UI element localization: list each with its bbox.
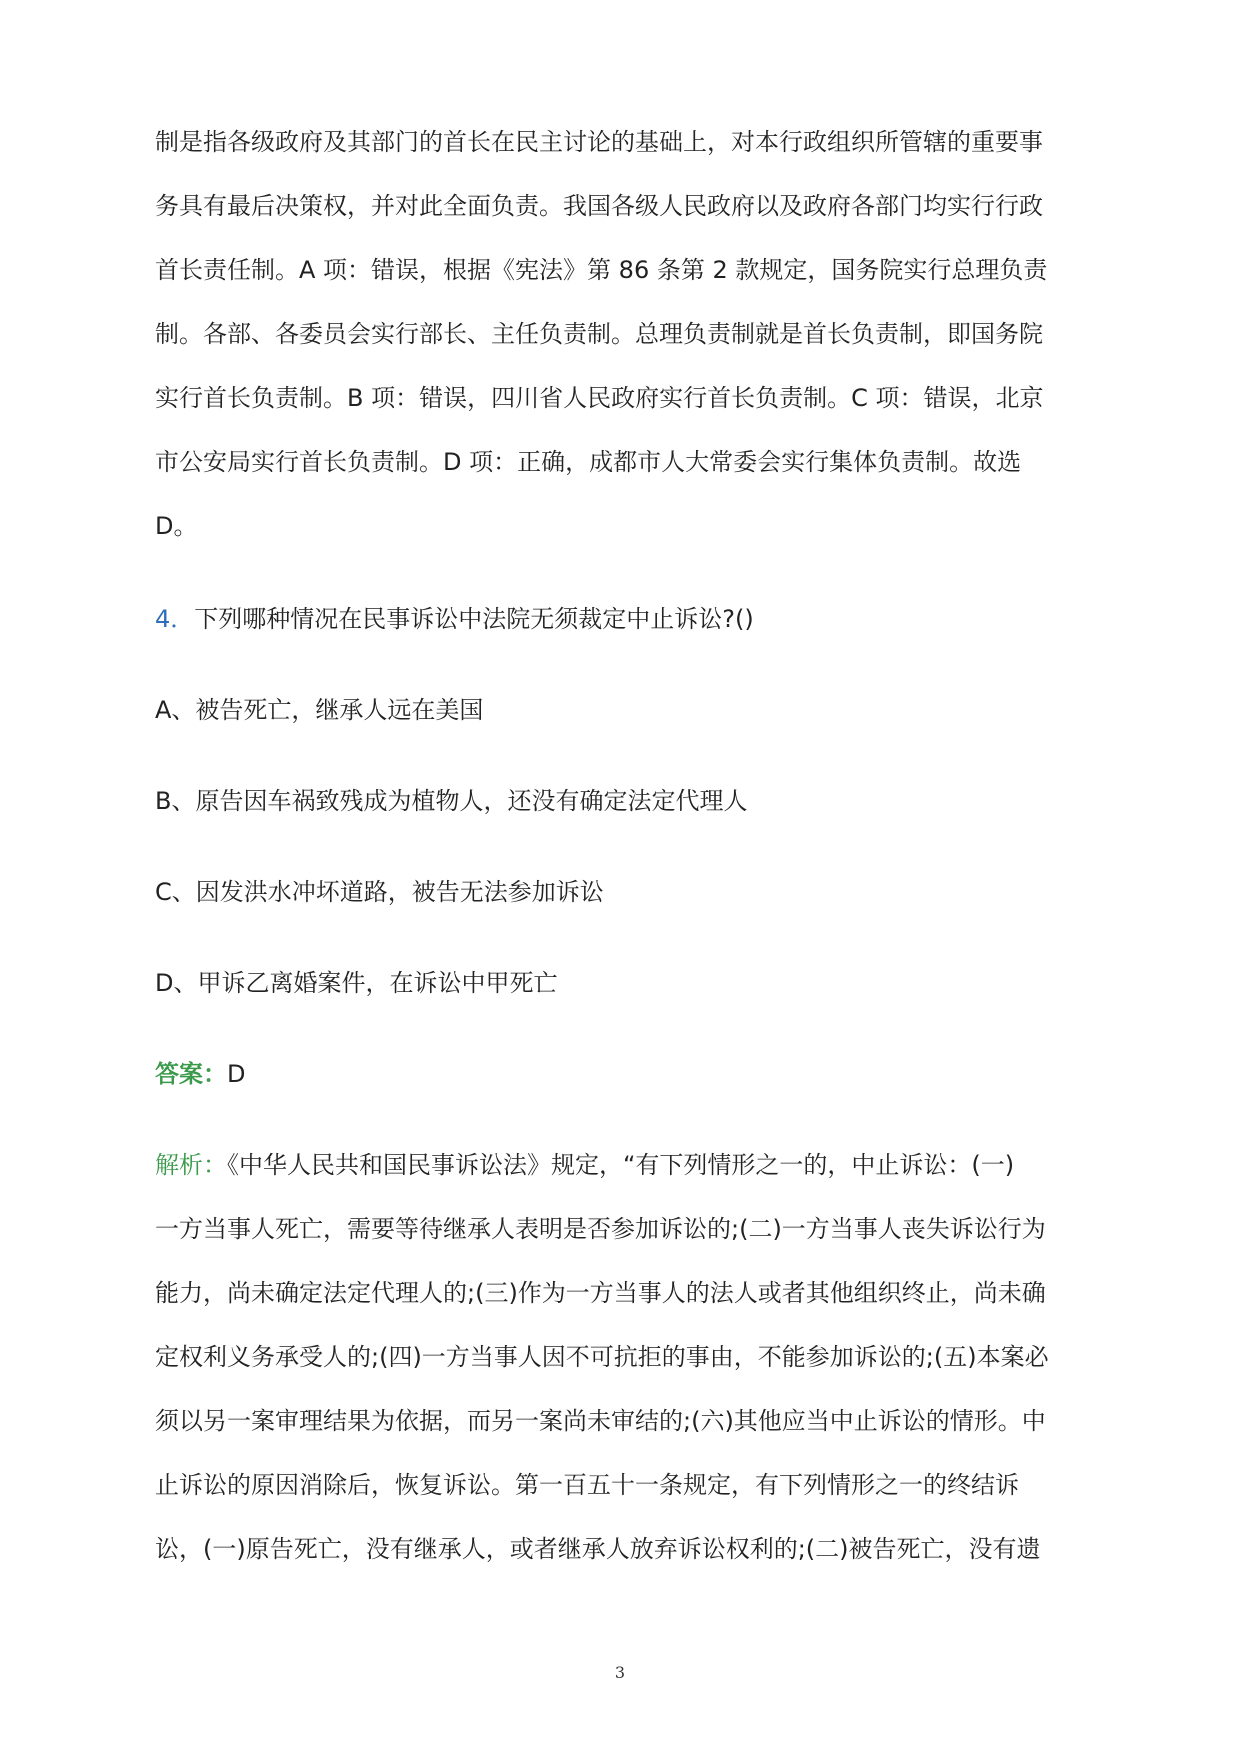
text-line: 首长责任制。A 项：错误，根据《宪法》第 86 条第 2 款规定，国务院实行总理负责	[155, 256, 1048, 284]
text-line: 一方当事人死亡，需要等待继承人表明是否参加诉讼的;(二)一方当事人丧失诉讼行为	[155, 1215, 1046, 1243]
analysis-first-line	[155, 1133, 1090, 1197]
text-line: 制是指各级政府及其部门的首长在民主讨论的基础上，对本行政组织所管辖的重要事	[155, 128, 1043, 156]
answer-line	[155, 1054, 1090, 1094]
text-line: 能力，尚未确定法定代理人的;(三)作为一方当事人的法人或者其他组织终止，尚未确	[155, 1279, 1046, 1307]
analysis	[155, 1133, 1090, 1581]
page-number: 3	[614, 1663, 626, 1682]
text-line: 务具有最后决策权，并对此全面负责。我国各级人民政府以及政府各部门均实行行政	[155, 192, 1043, 220]
text-line: 市公安局实行首长负责制。D 项：正确，成都市人大常委会实行集体负责制。故选	[155, 448, 1022, 476]
option-b: B、原告因车祸致残成为植物人，还没有确定法定代理人	[155, 787, 748, 815]
answer-value: D	[227, 1060, 246, 1088]
text-line: D。	[155, 512, 198, 540]
text-line: 须以另一案审理结果为依据，而另一案尚未审结的;(六)其他应当中止诉讼的情形。中	[155, 1407, 1046, 1435]
previous-explanation	[155, 110, 1090, 558]
text-line: 实行首长负责制。B 项：错误，四川省人民政府实行首长负责制。C 项：错误，北京	[155, 384, 1044, 412]
analysis-text: 《中华人民共和国民事诉讼法》规定，“有下列情形之一的，中止诉讼：(一)	[227, 1151, 1015, 1179]
question-number: 4．	[155, 605, 195, 633]
text-line: 止诉讼的原因消除后，恢复诉讼。第一百五十一条规定，有下列情形之一的终结诉	[155, 1471, 1019, 1499]
option-d: D、甲诉乙离婚案件，在诉讼中甲死亡	[155, 969, 558, 997]
text-line: 制。各部、各委员会实行部长、主任负责制。总理负责制就是首长负责制，即国务院	[155, 320, 1043, 348]
question-text: 下列哪种情况在民事诉讼中法院无须裁定中止诉讼?()	[194, 605, 754, 633]
question-stem	[155, 599, 1090, 639]
text-line: 定权利义务承受人的;(四)一方当事人因不可抗拒的事由，不能参加诉讼的;(五)本案必	[155, 1343, 1049, 1371]
option-a: A、被告死亡，继承人远在美国	[155, 696, 484, 724]
answer-label: 答案：	[155, 1060, 227, 1088]
analysis-label: 解析：	[155, 1151, 227, 1179]
option-c: C、因发洪水冲坏道路，被告无法参加诉讼	[155, 878, 604, 906]
text-line: 讼，(一)原告死亡，没有继承人，或者继承人放弃诉讼权利的;(二)被告死亡，没有遗	[155, 1535, 1041, 1563]
